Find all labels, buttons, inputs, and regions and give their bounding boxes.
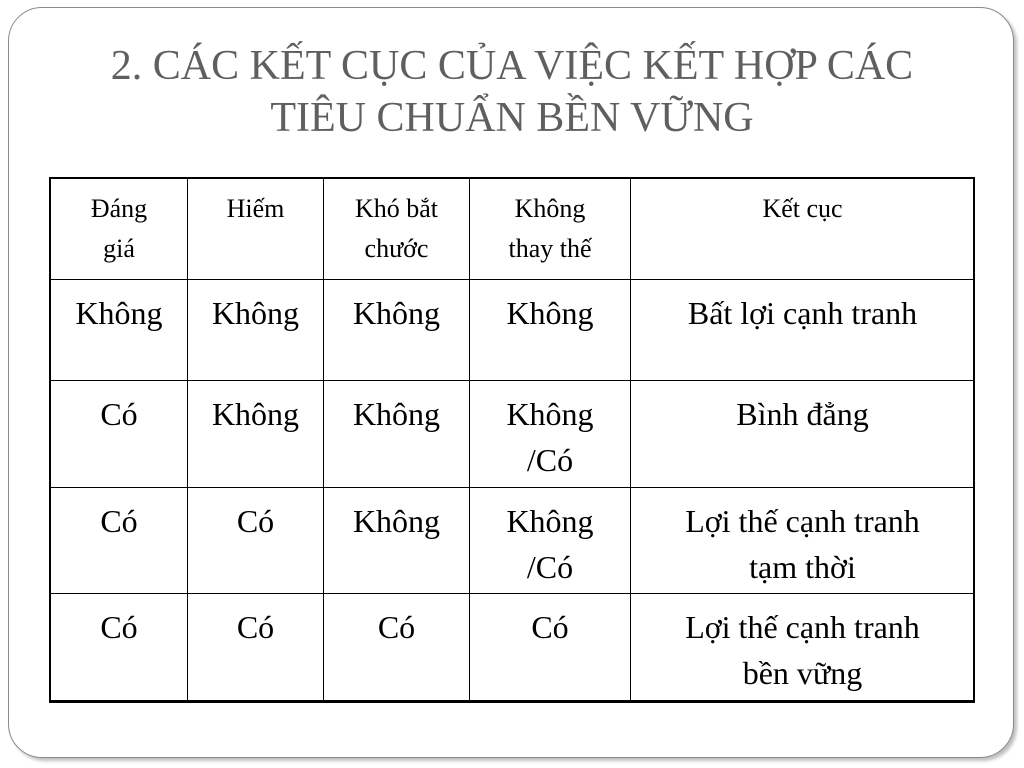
cell-text: Có xyxy=(100,396,138,432)
cell-text: Có xyxy=(236,609,275,645)
table-cell xyxy=(324,280,470,381)
table-cell xyxy=(188,280,324,381)
table-cell xyxy=(51,381,188,488)
cell-text: Bất lợi cạnh tranh xyxy=(687,295,918,331)
cell-text: Không xyxy=(352,295,441,331)
table-cell xyxy=(324,488,470,594)
cell-text: /Có xyxy=(526,442,574,478)
table-cell xyxy=(631,488,975,594)
table-row xyxy=(51,381,975,488)
header-text: giá xyxy=(103,234,135,263)
table-cell xyxy=(51,488,188,594)
cell-text: Không xyxy=(506,396,594,432)
table-cell xyxy=(51,594,188,701)
table-cell xyxy=(631,280,975,381)
table-cell xyxy=(631,381,975,488)
cell-text: bền vững xyxy=(742,655,863,691)
header-text: Khó bắt xyxy=(354,194,439,223)
cell-text: Không xyxy=(352,503,441,539)
header-cell-non-substitutable xyxy=(470,179,631,280)
cell-text: Không xyxy=(506,503,594,539)
cell-text: Không xyxy=(75,295,163,331)
table-cell xyxy=(470,280,631,381)
header-cell-rare xyxy=(188,179,324,280)
header-cell-hard-to-imitate xyxy=(324,179,470,280)
cell-text: Có xyxy=(531,609,569,645)
table-cell xyxy=(324,594,470,701)
table-cell xyxy=(470,488,631,594)
table-cell xyxy=(188,594,324,701)
header-text: thay thế xyxy=(508,234,592,263)
title-line-1: 2. CÁC KẾT CỤC CỦA VIỆC KẾT HỢP CÁC xyxy=(110,43,914,89)
header-row xyxy=(51,179,975,280)
slide-title xyxy=(40,40,984,144)
table-cell xyxy=(470,594,631,701)
table-cell xyxy=(188,488,324,594)
table-row xyxy=(51,594,975,701)
table-cell xyxy=(51,280,188,381)
outcomes-table xyxy=(50,178,975,701)
table-cell xyxy=(188,381,324,488)
header-cell-outcome xyxy=(631,179,975,280)
cell-text: Có xyxy=(100,503,138,539)
cell-text: Lợi thế cạnh tranh xyxy=(685,503,920,539)
header-text: chước xyxy=(364,234,429,263)
cell-text: Có xyxy=(100,609,138,645)
cell-text: Có xyxy=(236,503,275,539)
table-cell xyxy=(324,381,470,488)
cell-text: Có xyxy=(377,609,416,645)
table-cell xyxy=(470,381,631,488)
header-text: Đáng xyxy=(90,194,148,223)
cell-text: Bình đẳng xyxy=(736,396,869,432)
title-line-2: TIÊU CHUẨN BỀN VỮNG xyxy=(270,95,754,141)
cell-text: Lợi thế cạnh tranh xyxy=(685,609,920,645)
cell-text: Không xyxy=(506,295,594,331)
cell-text: Không xyxy=(211,295,300,331)
cell-text: Không xyxy=(352,396,441,432)
table-cell xyxy=(631,594,975,701)
table-row xyxy=(51,488,975,594)
cell-text: Không xyxy=(211,396,300,432)
cell-text: /Có xyxy=(526,549,574,585)
header-text: Hiếm xyxy=(226,194,285,223)
header-text: Kết cục xyxy=(762,194,843,223)
cell-text: tạm thời xyxy=(749,549,856,585)
header-cell-valuable xyxy=(51,179,188,280)
table-row xyxy=(51,280,975,381)
header-text: Không xyxy=(514,194,586,223)
